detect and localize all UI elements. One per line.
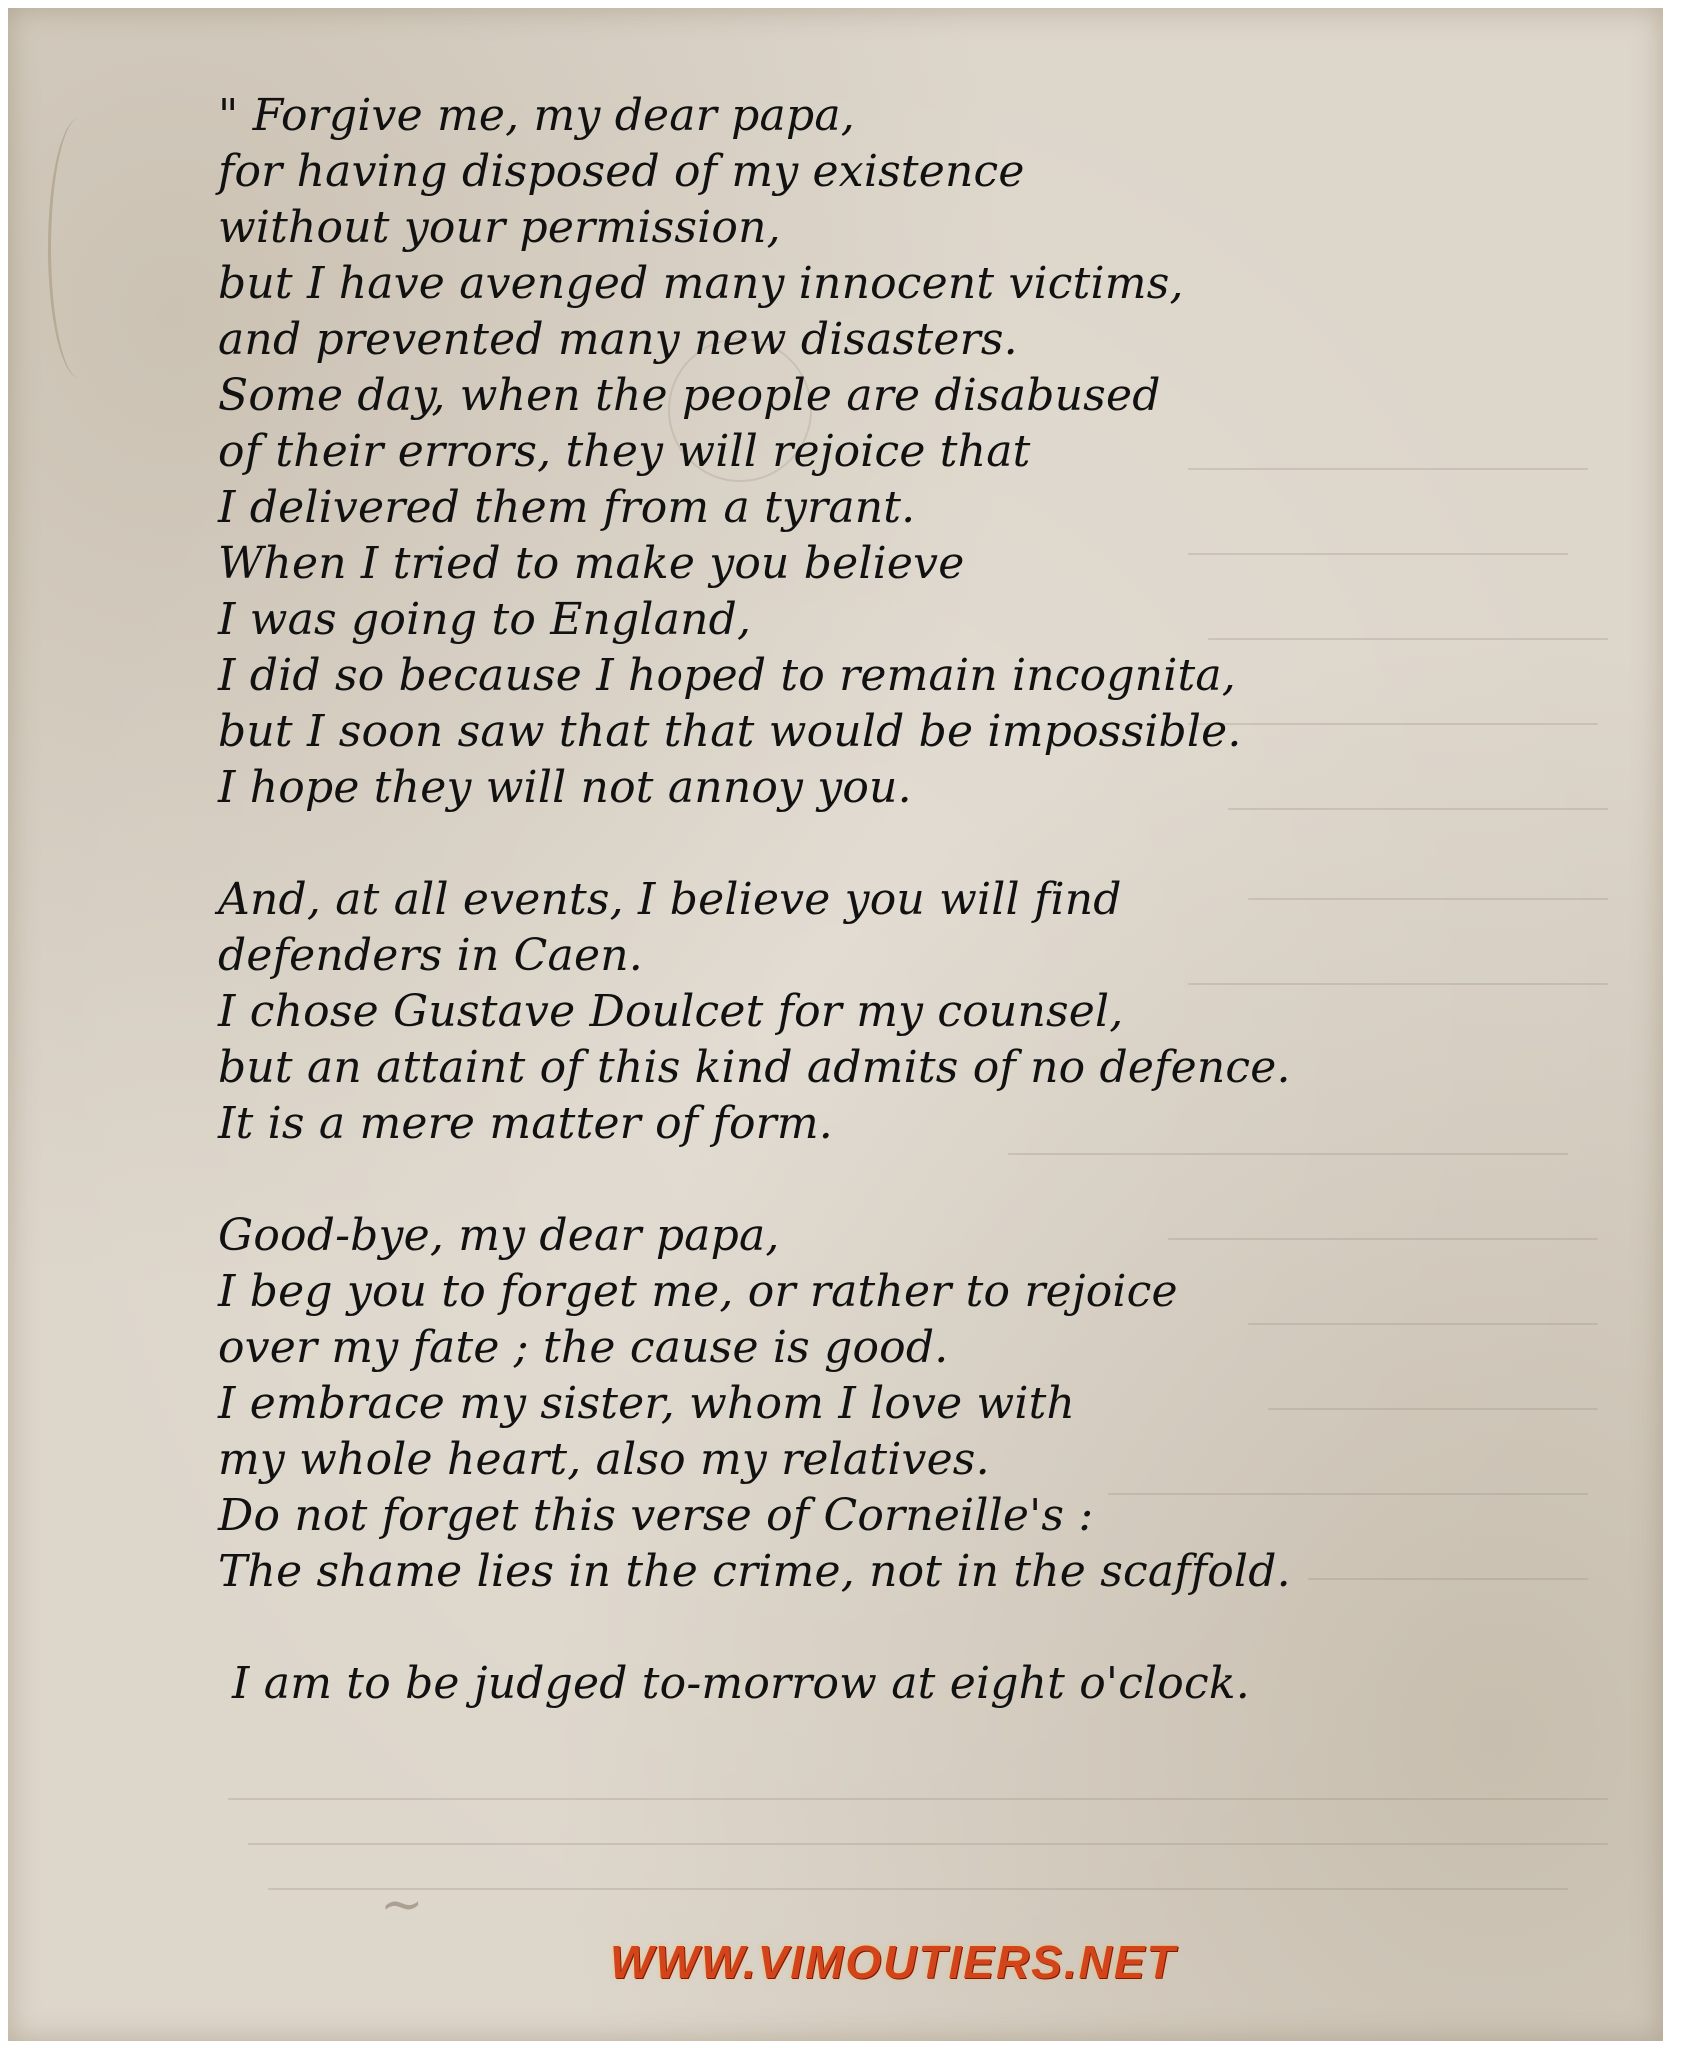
- closing-paragraph: [232, 1656, 1638, 1712]
- faded-signature: ~: [380, 1875, 424, 1935]
- paragraph-1: [218, 88, 1638, 816]
- letter-line: over my fate ; the cause is good.: [218, 1322, 949, 1373]
- letter-line: It is a mere matter of form.: [218, 1098, 833, 1149]
- letter-line: I delivered them from a tyrant.: [218, 482, 916, 533]
- letter-line: and prevented many new disasters.: [218, 314, 1018, 365]
- letter-line: Good-bye, my dear papa,: [218, 1210, 780, 1261]
- letter-line: of their errors, they will rejoice that: [218, 426, 1031, 477]
- letter-line: The shame lies in the crime, not in the scaffold.: [218, 1546, 1291, 1597]
- letter-line: When I tried to make you believe: [218, 538, 965, 589]
- letter-line: I was going to England,: [218, 594, 752, 645]
- letter-line: Some day, when the people are disabused: [218, 370, 1161, 421]
- paragraph-2: [218, 872, 1638, 1152]
- letter-line: but I have avenged many innocent victims,: [218, 258, 1184, 309]
- letter-line: I chose Gustave Doulcet for my counsel,: [218, 986, 1124, 1037]
- letter-line: I hope they will not annoy you.: [218, 762, 912, 813]
- margin-annotation: [48, 118, 111, 378]
- closing-line: I am to be judged to-morrow at eight o'clock.: [232, 1658, 1250, 1709]
- website-watermark: WWW.VIMOUTIERS.NET: [610, 1936, 1177, 1988]
- letter-transcription: [218, 88, 1638, 1768]
- letter-line: without your permission,: [218, 202, 781, 253]
- letter-line: " Forgive me, my dear papa,: [218, 90, 855, 141]
- letter-line: And, at all events, I believe you will find: [218, 874, 1122, 925]
- faded-notation-line: [248, 1843, 1608, 1845]
- letter-line: for having disposed of my existence: [218, 146, 1025, 197]
- letter-line: but I soon saw that that would be impossible.: [218, 706, 1242, 757]
- letter-line: I beg you to forget me, or rather to rejoice: [218, 1266, 1178, 1317]
- letter-line: I embrace my sister, whom I love with: [218, 1378, 1076, 1429]
- faded-notation-line: [268, 1888, 1568, 1890]
- paragraph-3: [218, 1208, 1638, 1600]
- letter-line: Do not forget this verse of Corneille's :: [218, 1490, 1094, 1541]
- faded-notation-line: [228, 1798, 1608, 1800]
- letter-line: but an attaint of this kind admits of no defence.: [218, 1042, 1291, 1093]
- letter-line: defenders in Caen.: [218, 930, 643, 981]
- letter-line: my whole heart, also my relatives.: [218, 1434, 990, 1485]
- letter-line: I did so because I hoped to remain incognita,: [218, 650, 1236, 701]
